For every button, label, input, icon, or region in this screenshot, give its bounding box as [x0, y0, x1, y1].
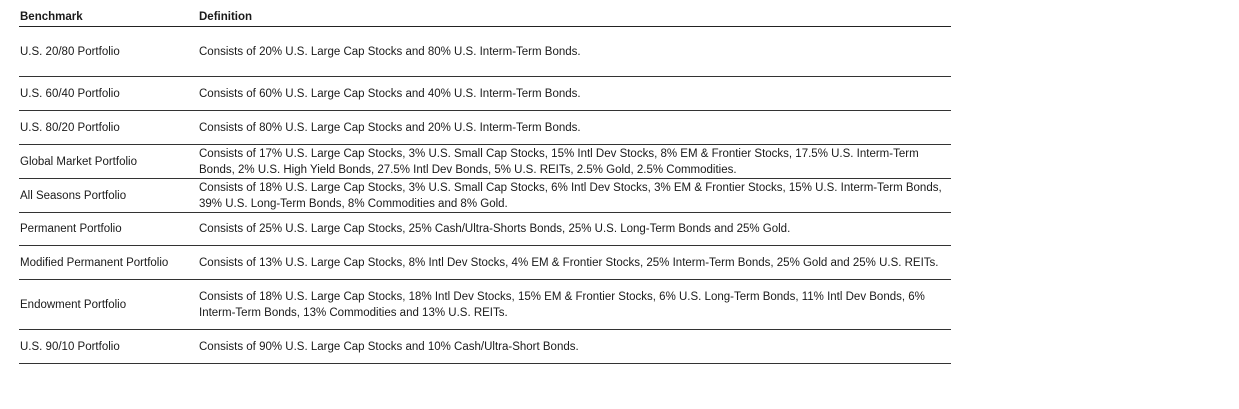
- benchmark-cell: Endowment Portfolio: [20, 298, 127, 311]
- definition-cell: Consists of 90% U.S. Large Cap Stocks and 10% Cash/Ultra-Short Bonds.: [199, 340, 579, 353]
- table-row: [19, 246, 951, 280]
- table-row: [19, 280, 951, 330]
- benchmark-cell: U.S. 60/40 Portfolio: [20, 87, 120, 100]
- definition-cell: Consists of 18% U.S. Large Cap Stocks, 18% Intl Dev Stocks, 15% EM & Frontier Stocks, 6% U.S. Long-Term Bonds, 11% Intl Dev Bonds, 6% Interm-Term Bonds, 13% Commodities and 13% U.S. REITs.: [199, 290, 925, 319]
- table-row: [19, 111, 951, 145]
- table-row: [19, 27, 951, 77]
- table-row: [19, 77, 951, 111]
- benchmark-cell: All Seasons Portfolio: [20, 189, 127, 202]
- table-row: [19, 179, 951, 213]
- benchmark-cell: Global Market Portfolio: [20, 155, 137, 168]
- definition-cell: Consists of 60% U.S. Large Cap Stocks and 40% U.S. Interm-Term Bonds.: [199, 87, 581, 100]
- benchmark-cell: U.S. 80/20 Portfolio: [20, 121, 120, 134]
- table-row: [19, 145, 951, 179]
- definition-cell: Consists of 18% U.S. Large Cap Stocks, 3% U.S. Small Cap Stocks, 6% Intl Dev Stocks, 3% EM & Frontier Stocks, 15% U.S. Interm-Term Bonds, 39% U.S. Long-Term Bonds, 8% Commodities and 8% Gold.: [199, 181, 942, 210]
- definition-cell: Consists of 17% U.S. Large Cap Stocks, 3% U.S. Small Cap Stocks, 15% Intl Dev Stocks, 8% EM & Frontier Stocks, 17.5% U.S. Interm-Term Bonds, 2% U.S. High Yield Bonds, 27.5% Intl Dev Bonds, 5% U.S. REITs, 2.5% Gold, 2.5% Commodities.: [199, 147, 919, 176]
- benchmark-cell: U.S. 20/80 Portfolio: [20, 45, 120, 58]
- benchmark-cell: Modified Permanent Portfolio: [20, 256, 169, 269]
- header-definition: Definition: [199, 11, 253, 23]
- table-row: [19, 330, 951, 364]
- benchmark-cell: U.S. 90/10 Portfolio: [20, 340, 120, 353]
- definition-cell: Consists of 80% U.S. Large Cap Stocks and 20% U.S. Interm-Term Bonds.: [199, 121, 581, 134]
- definition-cell: Consists of 20% U.S. Large Cap Stocks and 80% U.S. Interm-Term Bonds.: [199, 45, 581, 58]
- table-header: [19, 8, 951, 27]
- benchmark-cell: Permanent Portfolio: [20, 223, 122, 235]
- definition-cell: Consists of 25% U.S. Large Cap Stocks, 25% Cash/Ultra-Shorts Bonds, 25% U.S. Long-Term Bonds and 25% Gold.: [199, 223, 791, 235]
- table-row: [19, 213, 951, 246]
- header-benchmark: Benchmark: [20, 11, 83, 23]
- definition-cell: Consists of 13% U.S. Large Cap Stocks, 8% Intl Dev Stocks, 4% EM & Frontier Stocks, 25% Interm-Term Bonds, 25% Gold and 25% U.S. REITs.: [199, 256, 939, 269]
- benchmark-definitions-table: [19, 8, 951, 364]
